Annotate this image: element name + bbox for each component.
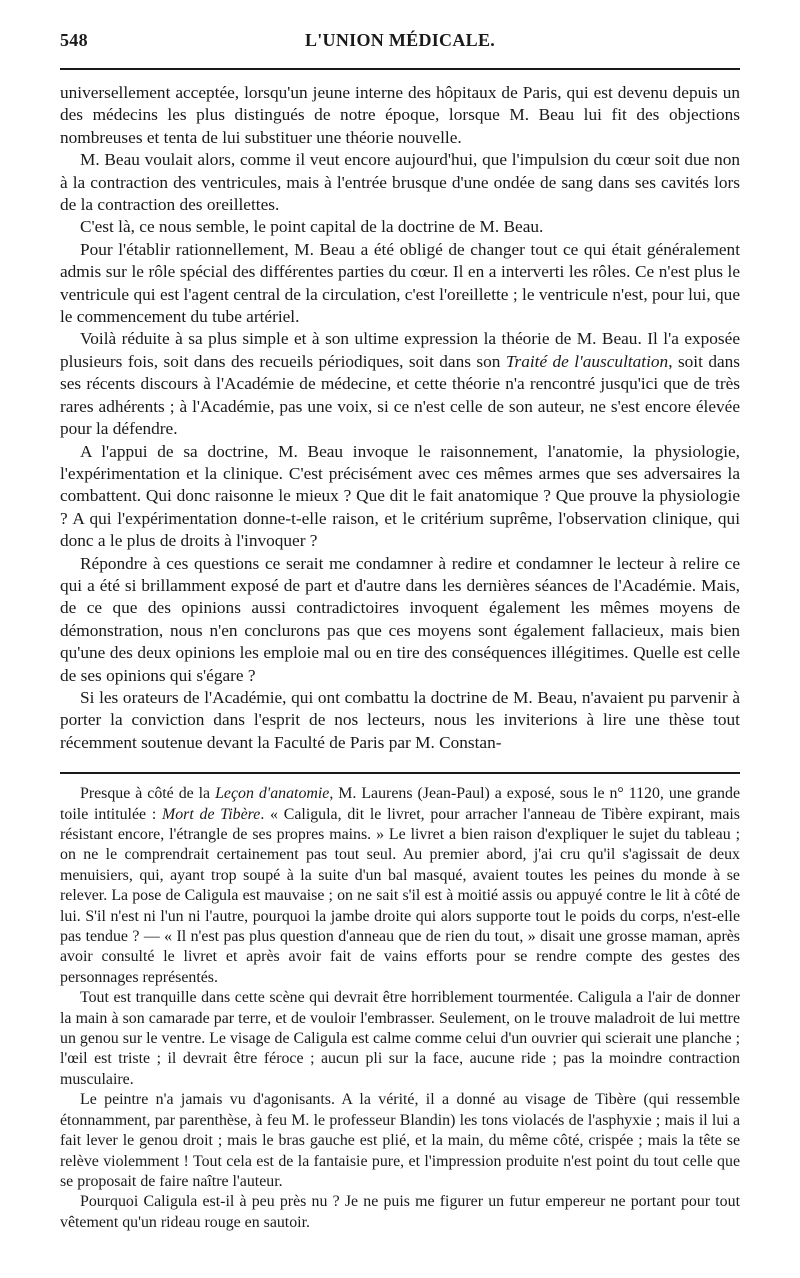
paragraph-5 — [60, 328, 740, 440]
feuilleton-paragraph-2: Tout est tranquille dans cette scène qui devrait être horriblement tourmentée. Caligula a l'air de donner la main à son camarade par terre, et de vouloir l'embrasser. Seulement, on le trouve maladroit de lui mettre un genou sur le ventre. Le visage de Caligula est calme comme celui d'un ouvrier qui scierait une planche ; l'œil est triste ; il devrait être féroce ; aucun pli sur la face, aucune ride ; pas la moindre contraction musculaire. — [60, 989, 740, 1088]
paragraph-5-book-title: Traité de l'auscultation — [505, 351, 669, 371]
feuilleton-paragraph-3: Le peintre n'a jamais vu d'agonisants. A la vérité, il a donné au visage de Tibère (qui ressemble étonnamment, par parenthèse, à feu M. le professeur Blandin) les tons violacés de l'asphyxie ; mais il lui a fait lever le genou droit ; mais le bras gauche est plié, et la main, du même côté, crispée ; mais la tête se relève violemment ! Tout cela est de la fantaisie pure, et l'impression produite n'est point du tout celle que se proposait de faire naître l'auteur. — [60, 1091, 740, 1190]
paragraph-5-text-c: , soit dans ses récents discours à l'Académie de médecine, et cette théorie n'a rencontré jusqu'ici que de très rares adhérents ; à l'Académie, pas une voix, si ce n'est celle de son auteur, ne s'est encore élevée pour la défendre. — [60, 351, 740, 439]
feuilleton-paragraph-1 — [60, 784, 740, 988]
footnote-rule — [60, 772, 740, 774]
feuilleton-section — [60, 784, 740, 1233]
paragraph-5-text-a: Voilà réduite à sa plus simple et à son ultime expression la théorie de M. Beau. Il l'a exposée plusieurs fois, soit dans des recueils périodiques, soit dans son — [60, 329, 740, 371]
paragraph-1: universellement acceptée, lorsqu'un jeune interne des hôpitaux de Paris, qui est devenu depuis un des médecins les plus distingués de notre époque, lorsque M. Beau lui fit des objections nombreuses et tenta de lui substituer une théorie nouvelle. — [60, 83, 740, 147]
document-page — [60, 30, 740, 1260]
paragraph-7: Répondre à ces questions ce serait me condamner à redire et condamner le lecteur à relire ce qui a été si brillamment exposé de part et d'autre dans les dernières séances de l'Académie. Mais, de ce que des opinions aussi contradictoires invoquent également les mêmes moyens de démonstration, nous n'en conclurons pas que ces moyens sont également fallacieux, mais bien qu'une des deux opinions les emploie mal ou en tire des conséquences illégitimes. Quelle est celle de ses opinions qui s'égare ? — [60, 553, 740, 685]
paragraph-8: Si les orateurs de l'Académie, qui ont combattu la doctrine de M. Beau, n'avaient pu parvenir à porter la conviction dans l'esprit de nos lecteurs, nous les inviterions à lire une thèse tout récemment soutenue devant la Faculté de Paris par M. Constan- — [60, 687, 740, 752]
paragraph-3: C'est là, ce nous semble, le point capital de la doctrine de M. Beau. — [80, 217, 544, 237]
main-text — [60, 82, 740, 754]
feuilleton-text-a: Presque à côté de la — [80, 785, 216, 803]
page-number: 548 — [60, 30, 88, 50]
paragraph-6: A l'appui de sa doctrine, M. Beau invoque le raisonnement, l'anatomie, la physiologie, l'expérimentation et la clinique. C'est précisément avec ces mêmes armes que ses adversaires la combattent. Qui donc raisonne le mieux ? Que dit le fait anatomique ? Que prouve la physiologie ? A qui l'expérimentation donne-t-elle raison, et le critérium suprême, l'observation clinique, qui donc a le plus de droits à l'invoquer ? — [60, 441, 740, 551]
running-title: L'UNION MÉDICALE. — [304, 30, 496, 50]
paragraph-4: Pour l'établir rationnellement, M. Beau a été obligé de changer tout ce qui était généralement admis sur le rôle spécial des différentes parties du cœur. Il en a interverti les rôles. Ce n'est plus le ventricule qui est l'agent central de la circulation, c'est l'oreillette ; le ventricule n'est, pour lui, que le commencement du tube artériel. — [60, 239, 740, 327]
paragraph-2: M. Beau voulait alors, comme il veut encore aujourd'hui, que l'impulsion du cœur soit due non à la contraction des ventricules, mais à l'entrée brusque d'une ondée de sang dans ses cavités lors de la contraction des oreillettes. — [60, 150, 740, 215]
feuilleton-paragraph-4: Pourquoi Caligula est-il à peu près nu ? Je ne puis me figurer un futur empereur ne portant pour tout vêtement qu'un rideau rouge en sautoir. — [60, 1193, 740, 1231]
feuilleton-text-c: , M. Laurens (Jean-Paul) a exposé, sous le n° 1120, une grande toile intitulée : — [60, 785, 740, 823]
feuilleton-painting-lecon: Leçon d'anatomie — [215, 785, 330, 803]
feuilleton-painting-tibere: Mort de Tibère — [162, 805, 261, 823]
feuilleton-text-e: . « Caligula, dit le livret, pour arracher l'anneau de Tibère expirant, mais résistant encore, l'étrangle de ses propres mains. » Le livret a bien raison d'expliquer le sujet du tableau ; on ne le comprendrait certainement pas tout seul. Au premier abord, j'ai cru qu'il s'agissait de deux menuisiers, qui, ayant trop soupé à la suite d'un bal masqué, avaient toutes les peines du monde à se relever. La pose de Caligula est mauvaise ; on ne sait s'il est à moitié assis ou appuyé contre le lit à côté de lui. S'il n'est ni l'un ni l'autre, pourquoi la jambe droite qui alors supporte tout le poids du corps, n'est-elle pas tendue ? — « Il n'est pas plus question d'anneau que de rien du tout, » disait une grosse maman, après avoir consulté le livret et après avoir fait de vains efforts pour se rendre compte des gestes des personnages représentés. — [60, 805, 740, 986]
page-header — [60, 30, 740, 58]
header-rule — [60, 68, 740, 70]
